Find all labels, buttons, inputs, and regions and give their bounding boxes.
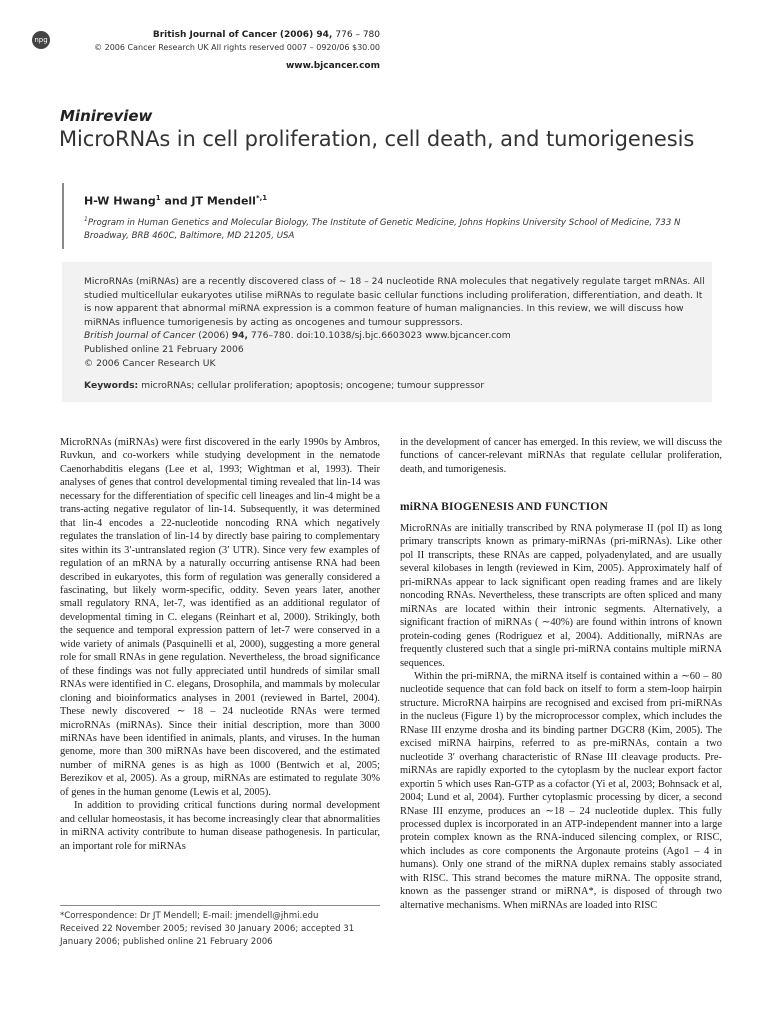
journal-citation-header	[96, 30, 380, 40]
keywords	[84, 380, 484, 391]
body-paragraph: Within the pri-miRNA, the miRNA itself is contained within a ∼60 – 80 nucleotide sequence that can fold back on itself to form a stem-loop hairpin structure. MicroRNA hairpins are recognised and excised from pri-miRNAs in the nucleus (Figure 1) by the microprocessor complex, which includes the RNase III enzyme drosha and its binding partner DGCR8 (Kim, 2005). The excised miRNA hairpins, referred to as pre-miRNAs, contain a two nucleotide 3′ overhang characteristic of RNase III cleavage products. Pre-miRNAs are rapidly exported to the cytoplasm by the nuclear export factor exportin 5 which uses Ran-GTP as a cofactor (Yi et al, 2003; Bohnsack et al, 2004; Lund et al, 2004). Further cytoplasmic processing by dicer, a second RNase III enzyme, produces an ∼18 – 24 nucleotide duplex. This fully processed duplex is incorporated in an ATP-independent manner into a large protein complex known as the RNA-induced silencing complex, or RISC, which includes as core components the Argonaute proteins (Ago1 – 4 in humans). Only one strand of the miRNA duplex remains stably associated with RISC. This strand becomes the mature miRNA. The opposite strand, known as the passenger strand or miRNA*, is disposed of through two alternative mechanisms. When miRNAs are loaded into RISC	[400, 670, 722, 911]
footnote-divider	[60, 905, 380, 906]
citation-journal: British Journal of Cancer	[84, 330, 196, 342]
body-paragraph: MicroRNAs are initially transcribed by RNA polymerase II (pol II) as long primary transcripts known as primary-miRNAs (pri-miRNAs). Like other pol II transcripts, these RNAs are capped, polyadenylated, and are usually several kilobases in length (reviewed in Kim, 2005). Approximately half of pri-miRNAs appear to lack significant open reading frames and are likely noncoding RNAs. Nevertheless, these transcripts are often spliced and many miRNAs are located within their intronic segments. Alternatively, a significant fraction of miRNAs ( ∼40%) are found within introns of known protein-coding genes (Rodriguez et al, 2004). Additionally, miRNAs are frequently clustered such that a single pri-miRNA contains multiple miRNA sequences.	[400, 523, 722, 669]
footnote	[60, 910, 380, 948]
abstract-citation	[84, 329, 709, 343]
abstract-copyright: © 2006 Cancer Research UK	[84, 357, 216, 369]
body-column-right-top	[400, 436, 722, 476]
correspondence: *Correspondence: Dr JT Mendell; E-mail: jmendell@jhmi.edu	[60, 911, 319, 921]
journal-url-link[interactable]: www.bjcancer.com	[285, 61, 380, 71]
citation-year: (2006)	[195, 330, 232, 342]
published-date: Published online 21 February 2006	[84, 343, 244, 355]
author-2: and JT Mendell	[160, 194, 256, 208]
affiliation	[84, 213, 714, 243]
keywords-label: Keywords:	[84, 380, 139, 391]
citation-doi: 776–780. doi:10.1038/sj.bjc.6603023 www.bjcancer.com	[248, 330, 511, 342]
body-paragraph: in the development of cancer has emerged. In this review, we will discuss the functions of cancer-relevant miRNAs that regulate cellular proliferation, death, and tumorigenesis.	[400, 437, 722, 475]
affiliation-mark: 1	[84, 216, 88, 223]
affiliation-text: Program in Human Genetics and Molecular Biology, The Institute of Genetic Medicine, Johns Hopkins University School of Medicine, 733 N Broadway, BRB 460C, Baltimore, MD 21205, USA	[84, 217, 681, 241]
journal-pages: 776 – 780	[335, 30, 380, 40]
author-divider	[62, 183, 64, 249]
journal-name: British Journal of Cancer (2006)	[152, 30, 314, 40]
header-copyright: © 2006 Cancer Research UK All rights reserved 0007 – 0920/06 $30.00	[94, 43, 380, 52]
logo-text: npg	[34, 36, 48, 44]
article-type: Minireview	[60, 107, 153, 125]
abstract-text: MicroRNAs (miRNAs) are a recently discovered class of ∼ 18 – 24 nucleotide RNA molecules that negatively regulate target mRNAs. All studied multicellular eukaryotes utilise miRNAs to regulate basic cellular functions including proliferation, differentiation, and death. It is now apparent that abnormal miRNA expression is a common feature of human malignancies. In this review, we will discuss how miRNAs influence tumorigenesis by acting as oncogenes and tumour suppressors.	[84, 276, 705, 328]
author-list	[84, 194, 267, 208]
body-column-right	[400, 522, 722, 912]
body-paragraph: In addition to providing critical functions during normal development and cellular homeostasis, it has become increasingly clear that abnormalities in miRNA activity contribute to human disease pathogenesis. In particular, an important role for miRNAs	[60, 800, 380, 852]
author-1: H-W Hwang	[84, 194, 156, 208]
citation-volume: 94,	[231, 330, 248, 342]
journal-volume: 94,	[316, 30, 333, 40]
body-column-left	[60, 436, 380, 853]
author-2-affiliation-mark: *,1	[255, 194, 268, 202]
abstract	[84, 275, 709, 370]
section-heading: miRNA BIOGENESIS AND FUNCTION	[400, 501, 609, 513]
body-paragraph: MicroRNAs (miRNAs) were first discovered in the early 1990s by Ambros, Ruvkun, and co-workers while studying development in the nematode Caenorhabditis elegans (Lee et al, 1993; Wightman et al, 1993). Their analyses of genes that control developmental timing revealed that lin-14 was necessary for the differentiation of specific cell lineages and lin-4 might be a trans-acting negative regulator of lin-14. Subsequently, it was determined that lin-4 encodes a 22-nucleotide noncoding RNA which negatively regulates the translation of lin-14 by directly base pairing to complementary sites within its 3′-untranslated region (3′ UTR). Since very few examples of regulation of an mRNA by a naturally occurring antisense RNA had been described in eukaryotes, this form of regulation was generally considered a fascinating, but likely worm-specific, oddity. Seven years later, another small regulatory RNA, let-7, was identified as an additional regulator of developmental timing in C. elegans (Reinhart et al, 2000). Strikingly, both the sequence and temporal expression pattern of let-7 were conserved in a wide variety of animals (Pasquinelli et al, 2000), suggesting a more general role for small RNAs in gene regulation. Nevertheless, the broad significance of these findings was not fully appreciated until hundreds of similar small RNAs were identified in C. elegans, Drosophila, and mammals by molecular cloning and bioinformatics analyses in 2001 (reviewed in Bartel, 2004). These newly discovered ∼ 18 – 24 nucleotide RNAs were termed microRNAs (miRNAs). Since their initial description, more than 3000 miRNAs have been identified in animals, plants, and viruses. In the human genome, more than 300 miRNAs have been discovered, and the estimated number of miRNA genes is as high as 1000 (Bentwich et al, 2005; Berezikov et al, 2005). As a group, miRNAs are estimated to regulate 30% of genes in the human genome (Lewis et al, 2005).	[60, 437, 380, 798]
publisher-logo	[32, 31, 50, 49]
keywords-list: microRNAs; cellular proliferation; apoptosis; oncogene; tumour suppressor	[138, 380, 485, 391]
article-title: MicroRNAs in cell proliferation, cell death, and tumorigenesis	[59, 127, 695, 151]
author-1-affiliation-mark: 1	[155, 194, 161, 202]
received-dates: Received 22 November 2005; revised 30 January 2006; accepted 31 January 2006; published online 21 February 2006	[60, 923, 355, 947]
